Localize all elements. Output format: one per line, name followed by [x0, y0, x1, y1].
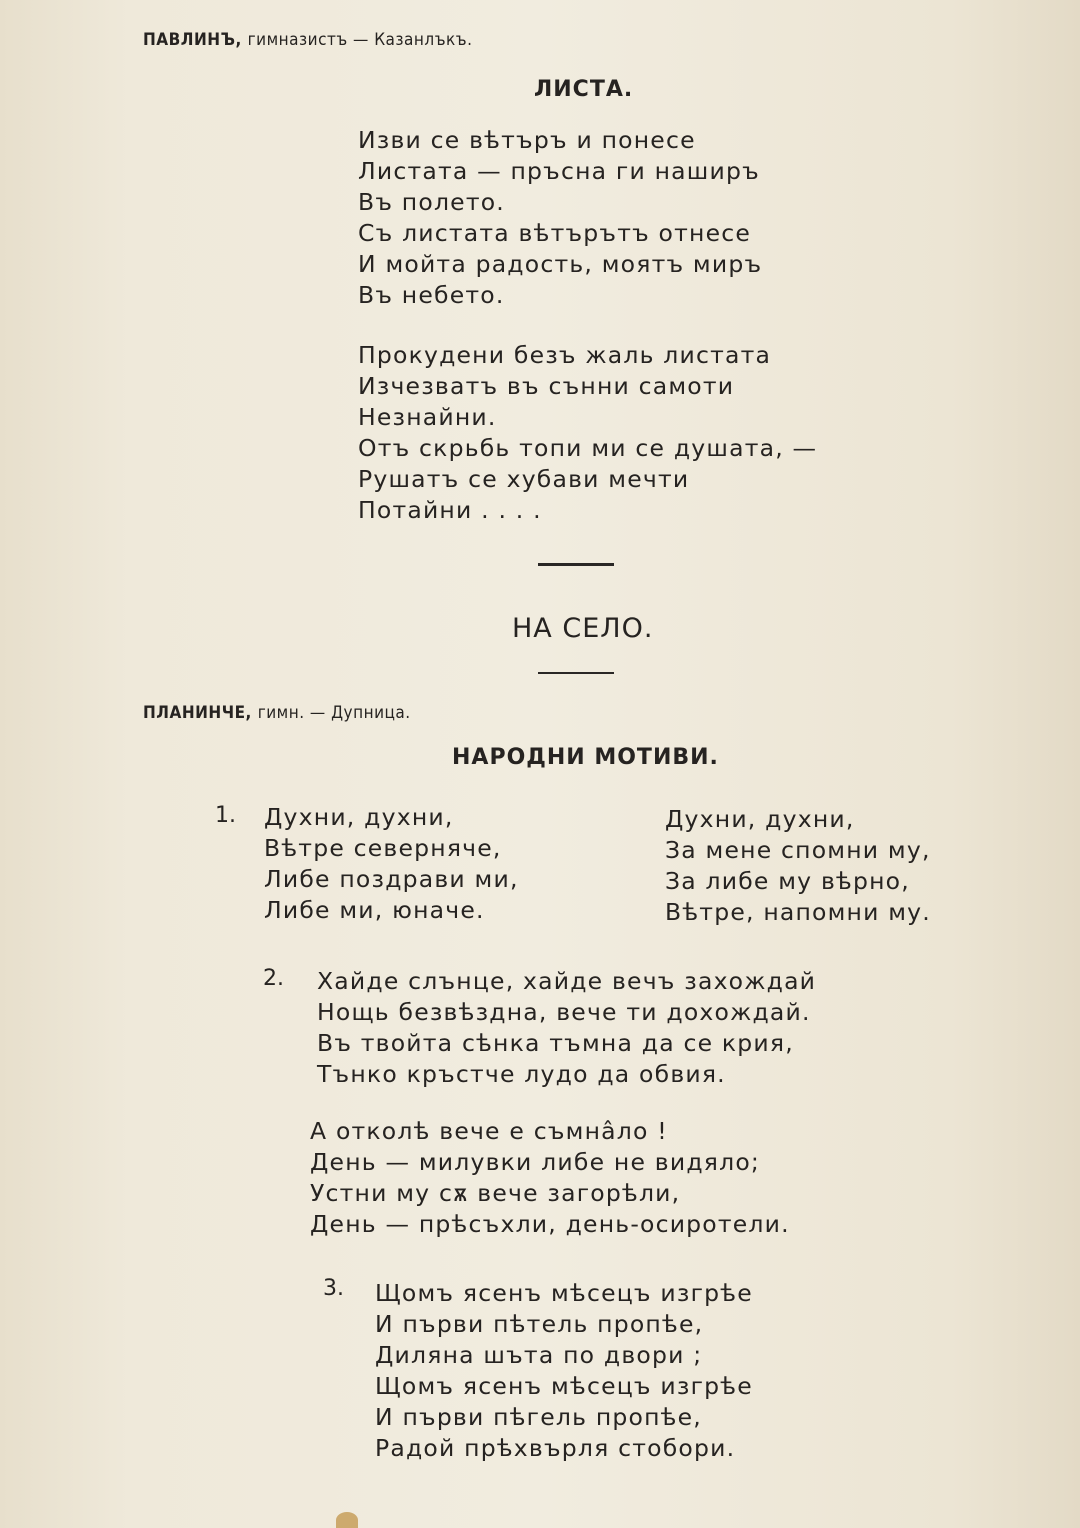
verse-line: Либе ми, юначе.: [264, 896, 485, 924]
verse-line: А отколѣ вече е съмнâло !: [310, 1117, 668, 1145]
verse-line: Вѣтре северняче,: [264, 834, 502, 862]
verse-line: И мойта радость, моятъ миръ: [358, 250, 763, 278]
verse-line: Тънко кръстче лудо да обвия.: [317, 1060, 726, 1088]
poem1-title: ЛИСТА.: [534, 77, 634, 102]
verse-line: Радой прѣхвърля стобори.: [375, 1434, 736, 1462]
verse-line: Духни, духни,: [264, 803, 454, 831]
divider-rule-bottom: [538, 672, 614, 674]
part1-right-column: [665, 804, 931, 928]
part2-stanza1: [317, 966, 816, 1090]
verse-line: Щомъ ясенъ мѣсецъ изгрѣе: [375, 1279, 753, 1307]
part1-number: 1.: [215, 803, 236, 828]
verse-line: Щомъ ясенъ мѣсецъ изгрѣе: [375, 1372, 753, 1400]
verse-line: Въ небето.: [358, 281, 505, 309]
poem2-byline: [143, 703, 411, 723]
verse-line: День — милувки либе не видяло;: [310, 1148, 761, 1176]
verse-line: Отъ скрьбь топи ми се душата, —: [358, 434, 818, 462]
verse-line: Диляна шъта по двори ;: [375, 1341, 703, 1369]
verse-line: Изчезватъ въ сънни самоти: [358, 372, 735, 400]
poem1-body: [358, 125, 817, 526]
verse-line: Незнайни.: [358, 403, 497, 431]
verse-line: За либе му вѣрно,: [665, 867, 910, 895]
verse-line: Съ листата вѣтърътъ отнесе: [358, 219, 752, 247]
verse-line: Устни му сѫ вече загорѣли,: [310, 1179, 681, 1207]
verse-line: И първи пѣтель пропѣе,: [375, 1310, 704, 1338]
poem2-title: НАРОДНИ МОТИВИ.: [452, 745, 719, 770]
poem1-author-info: гимназистъ — Казанлъкъ.: [247, 30, 473, 50]
verse-line: Рушатъ се хубави мечти: [358, 465, 690, 493]
poem2-author: ПЛАНИНЧЕ,: [143, 703, 252, 723]
poem1-byline: [143, 30, 472, 50]
verse-line: Вѣтре, напомни му.: [665, 898, 931, 926]
verse-line: Листата — пръсна ги наширъ: [358, 157, 760, 185]
divider-rule-top: [538, 563, 614, 566]
poem1-author: ПАВЛИНЪ,: [143, 30, 242, 50]
poem2-author-info: гимн. — Дупница.: [257, 703, 411, 723]
verse-line: Либе поздрави ми,: [264, 865, 519, 893]
verse-line: Хайде слънце, хайде вечъ захождай: [317, 967, 817, 995]
part3-body: [375, 1278, 753, 1464]
part3-number: 3.: [323, 1276, 344, 1301]
verse-line: Нощь безвѣздна, вече ти дохождай.: [317, 998, 811, 1026]
verse-line: Въ твойта сѣнка тъмна да се крия,: [317, 1029, 794, 1057]
verse-line: За мене спомни му,: [665, 836, 931, 864]
show-through-texture: [550, 30, 1020, 62]
verse-line: Прокудени безъ жаль листата: [358, 341, 772, 369]
verse-line: Въ полето.: [358, 188, 505, 216]
part2-number: 2.: [263, 966, 284, 991]
verse-line: Потайни . . . .: [358, 496, 542, 524]
part2-stanza2: [310, 1116, 790, 1240]
verse-line: И първи пѣгель пропѣе,: [375, 1403, 702, 1431]
verse-line: Духни, духни,: [665, 805, 855, 833]
verse-line: Изви се вѣтъръ и понесе: [358, 126, 696, 154]
part1-left-column: [264, 802, 519, 926]
ink-stain: [336, 1512, 358, 1528]
verse-line: День — прѣсъхли, день-осиротели.: [310, 1210, 790, 1238]
section-title: НА СЕЛО.: [512, 613, 654, 644]
